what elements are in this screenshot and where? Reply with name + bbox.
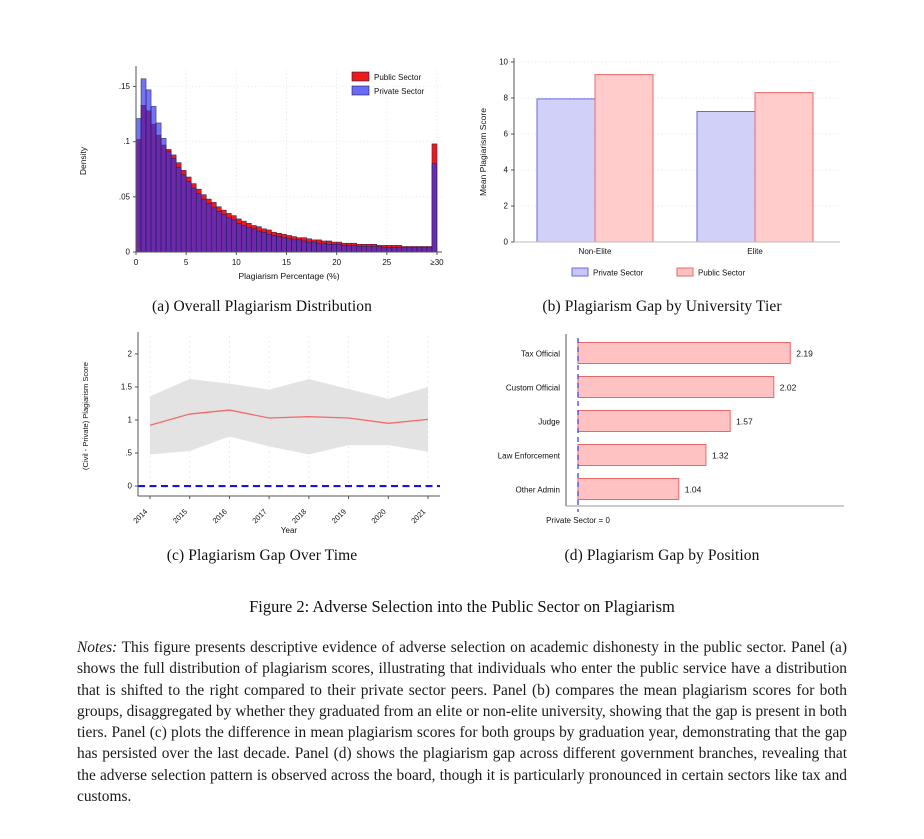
svg-text:.05: .05 — [118, 192, 130, 202]
svg-text:2: 2 — [127, 349, 132, 359]
svg-text:25: 25 — [382, 258, 392, 267]
confidence-band — [150, 379, 428, 454]
svg-text:15: 15 — [282, 258, 291, 267]
svg-text:1.32: 1.32 — [711, 450, 729, 461]
figure-panels — [67, 42, 857, 575]
panel-c-ylabel: (Civil - Private) Plagiarism Score — [81, 362, 90, 470]
svg-text:8: 8 — [503, 93, 508, 103]
svg-text:2015: 2015 — [170, 507, 190, 526]
svg-text:.15: .15 — [118, 82, 130, 92]
svg-text:6: 6 — [503, 129, 508, 139]
svg-text:2014: 2014 — [131, 507, 150, 526]
svg-text:Public Sector: Public Sector — [374, 73, 422, 82]
panel-row-top — [67, 42, 857, 326]
svg-text:Public Sector: Public Sector — [698, 268, 746, 278]
svg-text:2020: 2020 — [369, 507, 388, 526]
svg-text:2.19: 2.19 — [796, 348, 813, 359]
panel-b-legend — [572, 268, 745, 278]
svg-text:Tax Official: Tax Official — [521, 349, 560, 359]
svg-text:0: 0 — [127, 481, 132, 491]
svg-text:1.04: 1.04 — [684, 484, 702, 495]
grouped-bars — [537, 75, 813, 242]
svg-text:0: 0 — [133, 258, 139, 267]
panel-b-caption: (b) Plagiarism Gap by University Tier — [542, 298, 782, 315]
svg-text:2021: 2021 — [409, 507, 428, 526]
svg-text:10: 10 — [231, 258, 241, 267]
panel-c-line-chart — [72, 326, 452, 541]
panel-a-caption: (a) Overall Plagiarism Distribution — [151, 298, 373, 315]
svg-text:2.02: 2.02 — [779, 382, 797, 393]
svg-text:1: 1 — [127, 415, 132, 425]
svg-text:Judge: Judge — [538, 417, 560, 427]
panel-b-ylabel: Mean Plagiarism Score — [478, 108, 488, 196]
notes-label: Notes: — [77, 639, 118, 656]
horizontal-bars — [578, 343, 790, 500]
panel-a-histogram-chart — [72, 42, 452, 292]
svg-text:2017: 2017 — [250, 507, 269, 526]
panel-a-xlabel: Plagiarism Percentage (%) — [238, 271, 340, 281]
svg-text:0: 0 — [125, 247, 130, 257]
svg-text:2019: 2019 — [329, 507, 348, 526]
notes-text: This figure presents descriptive evidence of adverse selection on academic dishonesty in the public sector. Panel (a) shows the full distribution of plagiarism scores, illustrating that individuals who enter the public service have a distribution that is shifted to the right compared to their private sector peers. Panel (b) compares the mean plagiarism scores for both groups, disaggregated by whether they graduated from an elite or non-elite university, showing that the gap is present in both tiers. Panel (c) plots the difference in mean plagiarism scores for both groups by graduation year, demonstrating that the gap has persisted over the last decade. Panel (d) shows the plagiarism gap across different government branches, revealing that the adverse selection pattern is observed across the board, though it is particularly pronounced in certain sectors like tax and customs. — [77, 639, 847, 805]
svg-text:1.5: 1.5 — [120, 382, 132, 392]
svg-text:.1: .1 — [123, 137, 130, 147]
svg-text:20: 20 — [332, 258, 342, 267]
svg-text:Private Sector: Private Sector — [593, 268, 644, 278]
panel-d-hbar-chart — [472, 326, 852, 541]
panel-a — [67, 42, 457, 326]
panel-b-grouped-bar-chart — [472, 42, 852, 292]
panel-a-ylabel: Density — [78, 146, 88, 176]
panel-d-plot — [498, 334, 844, 525]
panel-a-legend — [352, 72, 425, 96]
svg-text:Other Admin: Other Admin — [515, 485, 560, 495]
svg-text:2016: 2016 — [210, 507, 229, 526]
svg-text:Custom Official: Custom Official — [505, 383, 560, 393]
svg-text:Elite: Elite — [747, 247, 763, 256]
svg-text:5: 5 — [183, 258, 189, 267]
svg-text:≥30: ≥30 — [430, 258, 444, 267]
panel-c — [67, 326, 457, 575]
svg-text:4: 4 — [503, 165, 508, 175]
panel-b — [467, 42, 857, 326]
svg-text:2: 2 — [503, 201, 508, 211]
svg-text:10: 10 — [499, 57, 508, 67]
svg-text:Law Enforcement: Law Enforcement — [497, 451, 560, 461]
panel-b-plot — [478, 58, 840, 278]
panel-c-caption: (c) Plagiarism Gap Over Time — [166, 547, 358, 564]
panel-a-plot — [78, 66, 444, 281]
figure-notes — [77, 637, 847, 807]
panel-c-plot — [81, 332, 440, 535]
svg-text:0: 0 — [503, 237, 508, 247]
panel-c-xlabel: Year — [280, 526, 298, 535]
panel-row-bottom — [67, 326, 857, 575]
svg-text:1.57: 1.57 — [736, 416, 753, 427]
svg-text:Private Sector: Private Sector — [374, 87, 425, 96]
panel-d — [467, 326, 857, 575]
svg-text:.5: .5 — [125, 448, 132, 458]
panel-d-caption: (d) Plagiarism Gap by Position — [564, 547, 760, 564]
svg-text:2018: 2018 — [290, 507, 309, 526]
svg-text:Non-Elite: Non-Elite — [578, 247, 612, 256]
figure-title: Figure 2: Adverse Selection into the Public Sector on Plagiarism — [249, 597, 675, 616]
panel-d-ref-label: Private Sector = 0 — [546, 516, 610, 525]
